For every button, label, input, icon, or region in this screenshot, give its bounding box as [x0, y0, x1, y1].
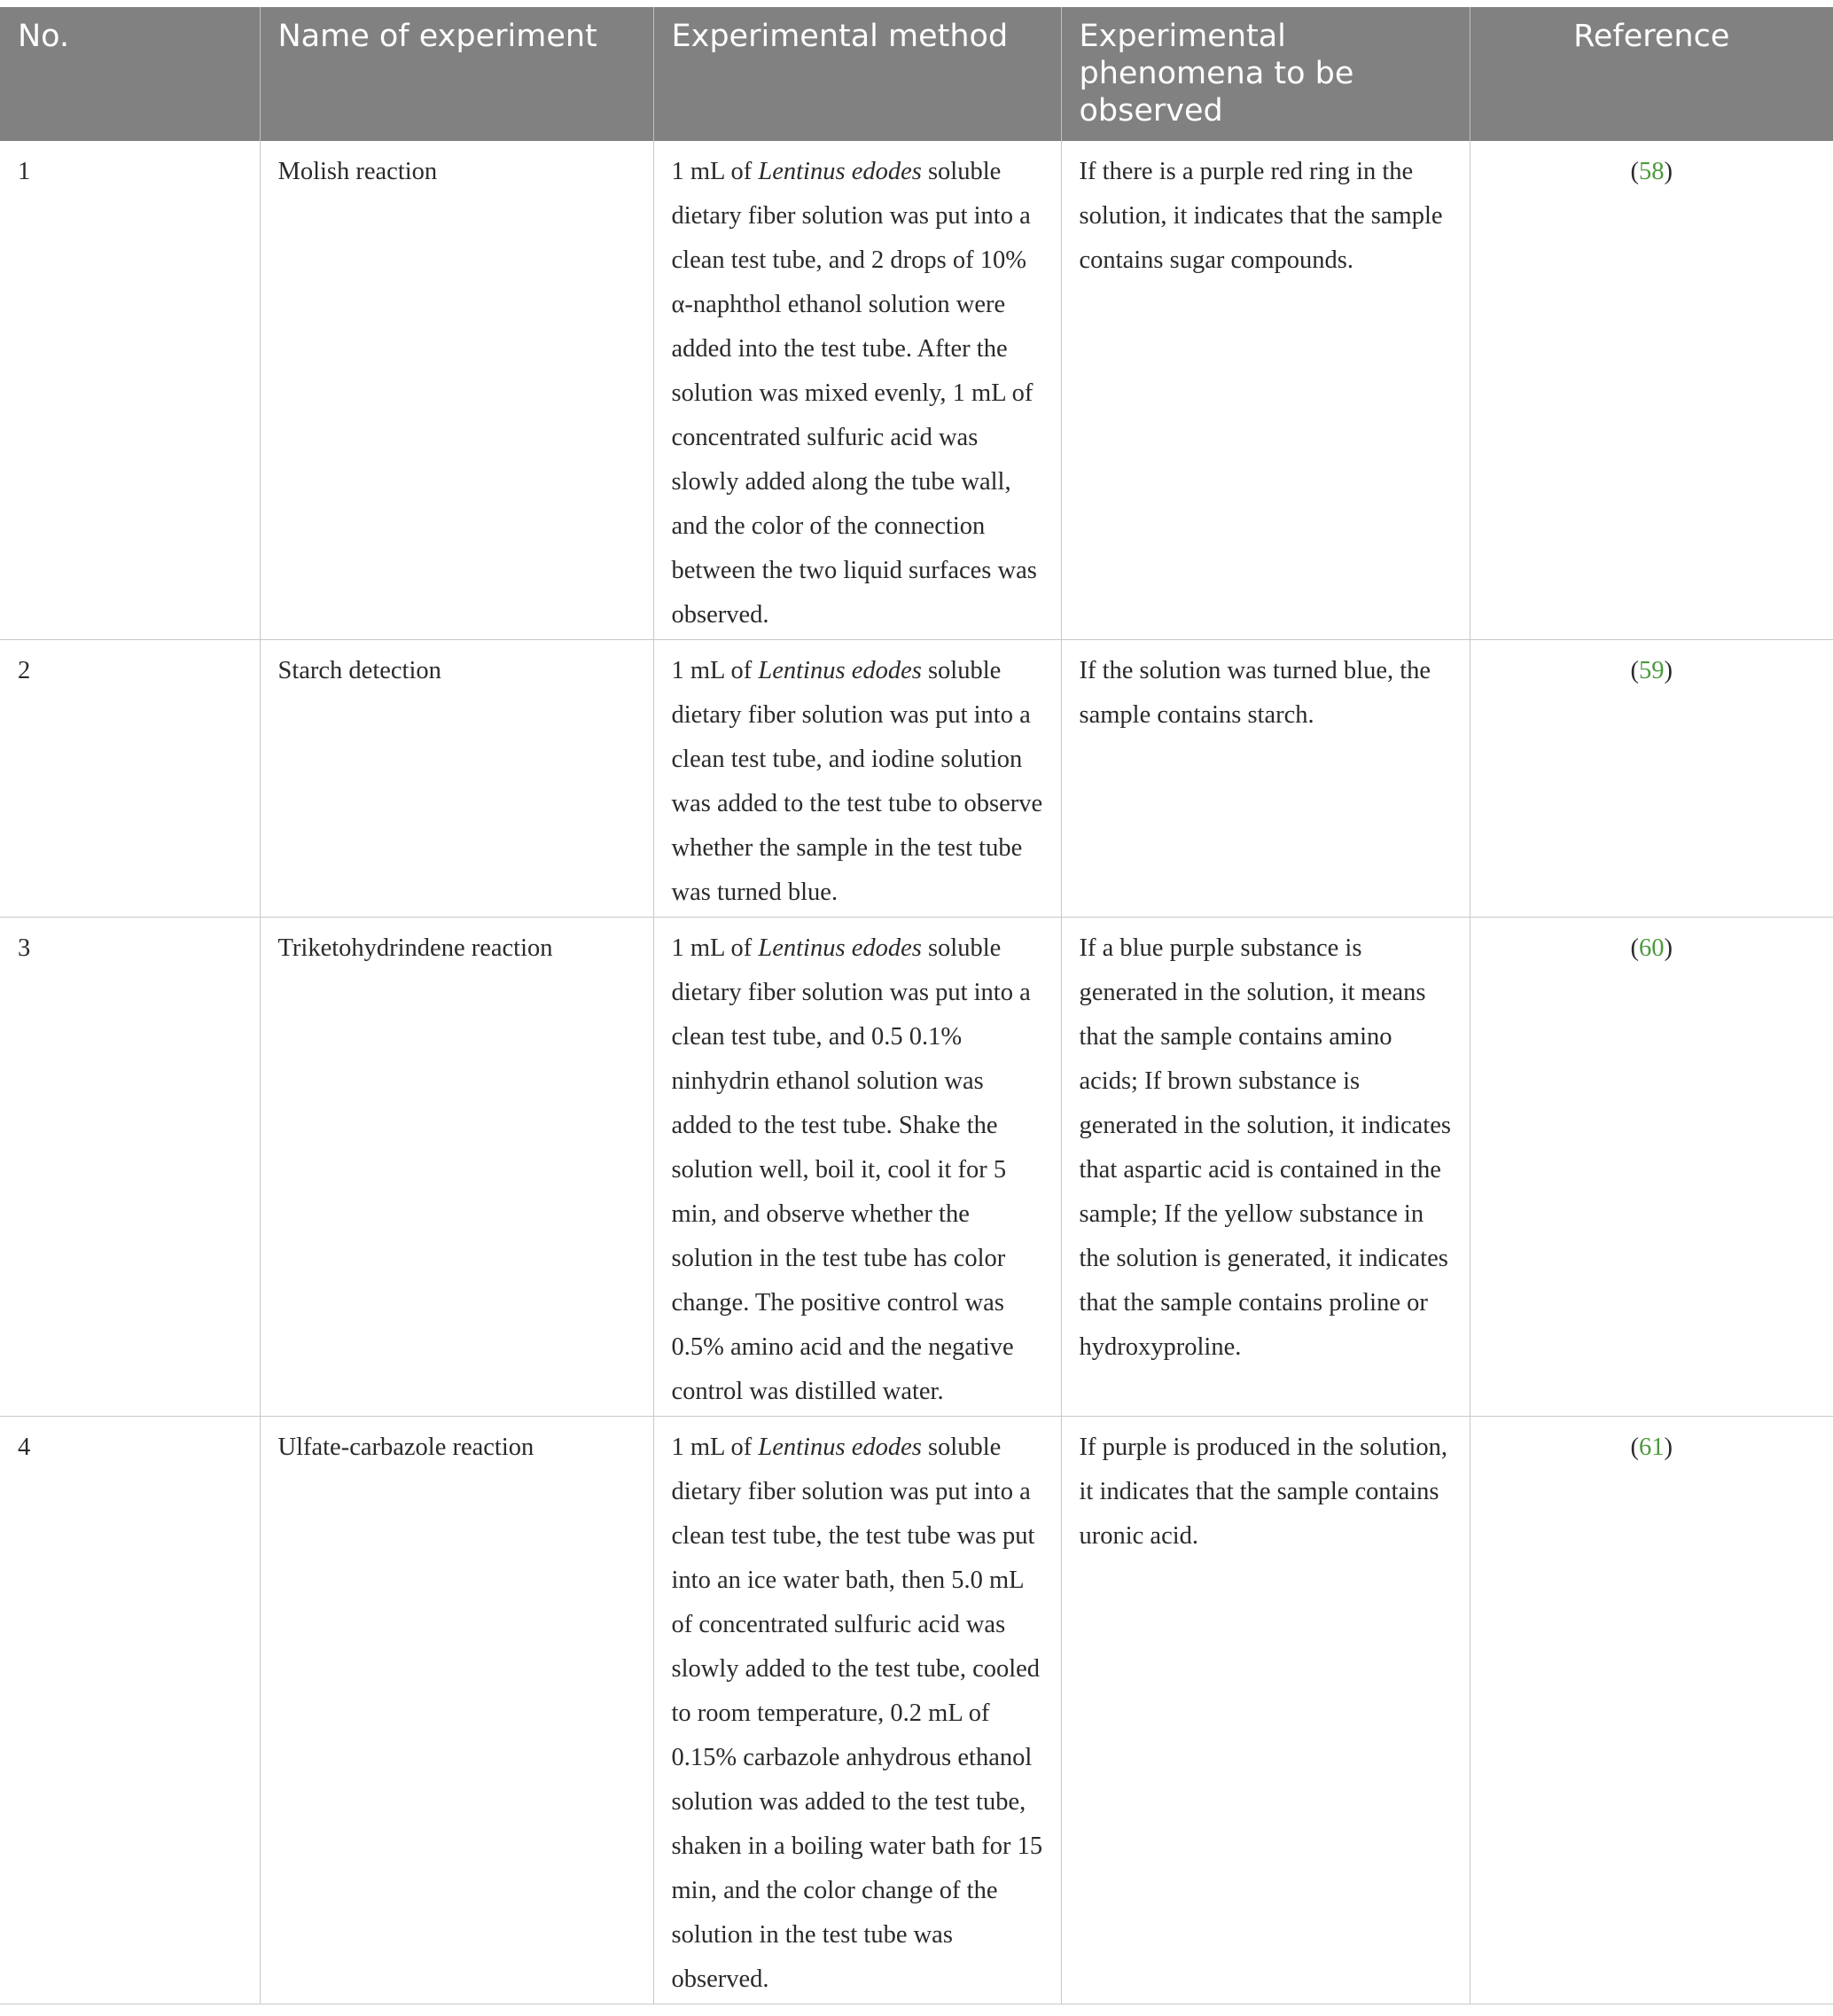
cell-method [653, 141, 1061, 640]
ref-paren-close: ) [1664, 934, 1673, 962]
cell-reference [1470, 918, 1833, 1417]
cell-reference [1470, 141, 1833, 640]
header-reference: Reference [1470, 7, 1833, 141]
species-name: Lentinus edodes [758, 158, 922, 185]
cell-reference [1470, 1417, 1833, 2004]
table-row [0, 640, 1833, 918]
cell-no: 2 [0, 640, 260, 918]
cell-name: Ulfate-carbazole reaction [260, 1417, 653, 2004]
header-method: Experimental method [653, 7, 1061, 141]
cell-phenomena: If purple is produced in the solution, it indicates that the sample contains uronic acid. [1061, 1417, 1470, 2004]
ref-paren-close: ) [1664, 657, 1673, 684]
cell-no: 4 [0, 1417, 260, 2004]
experiments-table [0, 7, 1833, 2004]
method-text-pre: 1 mL of [671, 934, 759, 962]
table-row [0, 1417, 1833, 2004]
table-header [0, 7, 1833, 141]
ref-paren-close: ) [1664, 1434, 1673, 1461]
method-text-pre: 1 mL of [671, 657, 759, 684]
cell-reference [1470, 640, 1833, 918]
header-row [0, 7, 1833, 141]
ref-paren-open: ( [1630, 657, 1639, 684]
cell-method [653, 640, 1061, 918]
cell-phenomena: If the solution was turned blue, the sample contains starch. [1061, 640, 1470, 918]
ref-paren-open: ( [1630, 1434, 1639, 1461]
cell-phenomena: If there is a purple red ring in the solution, it indicates that the sample contains sugar compounds. [1061, 141, 1470, 640]
cell-name: Triketohydrindene reaction [260, 918, 653, 1417]
cell-method [653, 918, 1061, 1417]
table-row [0, 141, 1833, 640]
ref-paren-open: ( [1630, 158, 1639, 185]
table-row [0, 918, 1833, 1417]
reference-link[interactable]: 61 [1639, 1434, 1665, 1461]
cell-no: 1 [0, 141, 260, 640]
method-text-post: soluble dietary fiber solution was put into a clean test tube, and 0.5 0.1% ninhydrin ethanol solution was added to the test tube. Shake the solution well, boil it, cool it for 5 min, and observe whether the solution in the test tube has color change. The positive control was 0.5% amino acid and the negative control was distilled water. [671, 934, 1031, 1405]
species-name: Lentinus edodes [758, 934, 922, 962]
cell-phenomena: If a blue purple substance is generated in the solution, it means that the sample contains amino acids; If brown substance is generated in the solution, it indicates that aspartic acid is contained in the sample; If the yellow substance in the solution is generated, it indicates that the sample contains proline or hydroxyproline. [1061, 918, 1470, 1417]
method-text-post: soluble dietary fiber solution was put into a clean test tube, the test tube was put into an ice water bath, then 5.0 mL of concentrated sulfuric acid was slowly added to the test tube, cooled to room temperature, 0.2 mL of 0.15% carbazole anhydrous ethanol solution was added to the test tube, shaken in a boiling water bath for 15 min, and the color change of the solution in the test tube was observed. [671, 1434, 1043, 1993]
reference-link[interactable]: 59 [1639, 657, 1665, 684]
header-no: No. [0, 7, 260, 141]
ref-paren-close: ) [1664, 158, 1673, 185]
cell-name: Molish reaction [260, 141, 653, 640]
cell-method [653, 1417, 1061, 2004]
table-body [0, 141, 1833, 2004]
species-name: Lentinus edodes [758, 1434, 922, 1461]
cell-no: 3 [0, 918, 260, 1417]
reference-link[interactable]: 60 [1639, 934, 1665, 962]
method-text-pre: 1 mL of [671, 158, 759, 185]
cell-name: Starch detection [260, 640, 653, 918]
header-phenomena [1061, 7, 1470, 141]
header-phenomena-text: Experimental phenomena to be observed [1079, 19, 1354, 129]
method-text-post: soluble dietary fiber solution was put into a clean test tube, and 2 drops of 10% α-naphthol ethanol solution were added into the test tube. After the solution was mixed evenly, 1 mL of concentrated sulfuric acid was slowly added along the tube wall, and the color of the connection between the two liquid surfaces was observed. [671, 158, 1037, 629]
species-name: Lentinus edodes [758, 657, 922, 684]
method-text-post: soluble dietary fiber solution was put into a clean test tube, and iodine solution was added to the test tube to observe whether the sample in the test tube was turned blue. [671, 657, 1043, 906]
method-text-pre: 1 mL of [671, 1434, 759, 1461]
ref-paren-open: ( [1630, 934, 1639, 962]
reference-link[interactable]: 58 [1639, 158, 1665, 185]
header-name: Name of experiment [260, 7, 653, 141]
